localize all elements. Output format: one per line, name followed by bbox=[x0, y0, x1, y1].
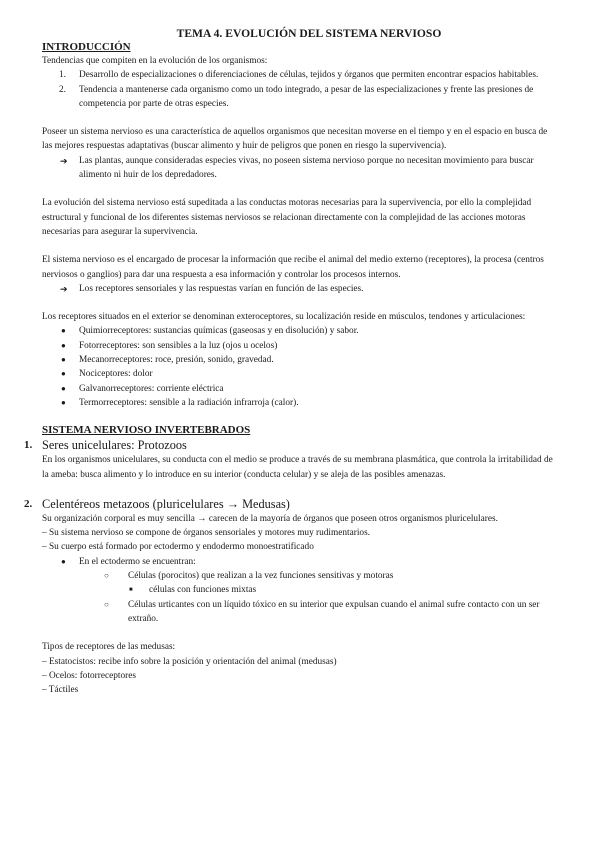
receptor-item: ● Galvanorreceptores: corriente eléctrica bbox=[42, 382, 556, 396]
paragraph: En los organismos unicelulares, su conducta con el medio se produce a través de su membrana plasmática, que controla la irritabilidad de la ameba: busca alimento y lo introduce en su interior (conducta celular) y se aleja de las posibles amenazas. bbox=[42, 455, 553, 480]
page-title: TEMA 4. EVOLUCIÓN DEL SISTEMA NERVIOSO bbox=[176, 27, 442, 40]
section-heading: SISTEMA NERVIOSO INVERTEBRADOS bbox=[42, 424, 251, 437]
bullet-icon: ● bbox=[61, 556, 66, 566]
list-text: Desarrollo de especializaciones o diferenciaciones de células, tejidos y órganos que permiten encontrar espacios habitables. bbox=[79, 70, 539, 81]
arrow-item bbox=[42, 154, 556, 183]
paragraph: Su organización corporal es muy sencilla → carecen de la mayoría de órganos que poseen otros organismos pluricelulares. bbox=[42, 513, 498, 524]
receptor-item: ● Mecanorreceptores: roce, presión, sonido, gravedad. bbox=[42, 353, 556, 367]
bullet-icon: ● bbox=[61, 383, 66, 393]
intro-heading: INTRODUCCIÓN bbox=[42, 41, 131, 53]
paragraph: El sistema nervioso es el encargado de procesar la información que recibe el animal del medio externo (receptores), la procesa (centros nerviosos o ganglios) para dar una respuesta a esa información y controlar los procesos internos. bbox=[42, 255, 544, 280]
circle-item: ○ Células urticantes con un líquido tóxico en su interior que expulsan cuando el animal sufre contacto con un ser extraño. bbox=[104, 599, 540, 624]
circle-item: ○ Células (porocitos) que realizan a la vez funciones sensitivas y motoras bbox=[42, 569, 556, 583]
list-number: 2. bbox=[59, 84, 66, 95]
arrow-icon: ➔ bbox=[60, 283, 68, 294]
intro-lead: Tendencias que compiten en la evolución de los organismos: bbox=[42, 56, 268, 66]
arrow-icon: ➔ bbox=[60, 155, 68, 166]
dash-item: – Ocelos: fotorreceptores bbox=[42, 670, 136, 681]
receptor-item: ● Termorreceptores: sensible a la radiación infrarroja (calor). bbox=[42, 396, 556, 410]
square-item: ■ células con funciones mixtas bbox=[42, 583, 556, 597]
paragraph: Tipos de receptores de las medusas: bbox=[42, 642, 176, 653]
dash-item: – Táctiles bbox=[42, 685, 79, 696]
circle-bullet-icon: ○ bbox=[104, 599, 109, 609]
list-item bbox=[42, 83, 556, 112]
arrow-item bbox=[42, 282, 556, 296]
bullet-icon: ● bbox=[61, 340, 66, 350]
list-number: 1. bbox=[59, 70, 66, 81]
paragraph: Los receptores situados en el exterior se denominan exteroceptores, su localización reside en músculos, tendones y articulaciones: bbox=[42, 312, 526, 323]
list-text: Tendencia a mantenerse cada organismo como un todo integrado, a pesar de las especializaciones y frente las presiones de competencia por parte de otras especies. bbox=[79, 84, 534, 109]
dash-item: – Su sistema nervioso se compone de órganos sensoriales y motores muy rudimentarios. bbox=[42, 528, 371, 539]
document-page bbox=[24, 26, 556, 697]
bullet-icon: ● bbox=[61, 397, 66, 407]
subsection-title: 1. Seres unicelulares: Protozoos bbox=[24, 438, 187, 453]
bullet-item: ● En el ectodermo se encuentran: bbox=[42, 555, 556, 569]
receptor-item: ● Fotorreceptores: son sensibles a la luz (ojos u ocelos) bbox=[42, 339, 556, 353]
arrow-text: Las plantas, aunque consideradas especies vivas, no poseen sistema nervioso porque no necesitan movimiento para buscar alimento ni huir de los depredadores. bbox=[79, 155, 534, 181]
list-item bbox=[42, 68, 556, 82]
dash-item: – Estatocistos: recibe info sobre la posición y orientación del animal (medusas) bbox=[42, 656, 337, 667]
paragraph: Poseer un sistema nervioso es una característica de aquellos organismos que necesitan moverse en el tiempo y en el espacio en busca de las mejores respuestas adaptativas (buscar alimento y huir de peligros que ponen en riesgo la supervivencia). bbox=[42, 127, 548, 152]
dash-item: – Su cuerpo está formado por ectodermo y endodermo monoestratificado bbox=[42, 542, 314, 553]
subsection-title: 2. Celentéreos metazoos (pluricelulares → Medusas) bbox=[24, 496, 290, 511]
receptor-item: ● Nociceptores: dolor bbox=[42, 367, 556, 381]
receptor-item: ● Quimiorreceptores: sustancias químicas (gaseosas y en disolución) y sabor. bbox=[42, 324, 556, 338]
paragraph: La evolución del sistema nervioso está supeditada a las conductas motoras necesarias para la supervivencia, por ello la complejidad estructural y funcional de los diferentes sistemas nerviosos se relacionan directamente con la complejidad de las acciones motoras necesarias para asegurar la supervivencia. bbox=[42, 198, 532, 237]
arrow-text: Los receptores sensoriales y las respuestas varían en función de las especies. bbox=[79, 283, 364, 294]
bullet-icon: ● bbox=[61, 369, 66, 379]
bullet-icon: ● bbox=[61, 355, 66, 365]
circle-bullet-icon: ○ bbox=[104, 571, 109, 581]
bullet-icon: ● bbox=[61, 326, 66, 336]
square-bullet-icon: ■ bbox=[129, 587, 133, 594]
